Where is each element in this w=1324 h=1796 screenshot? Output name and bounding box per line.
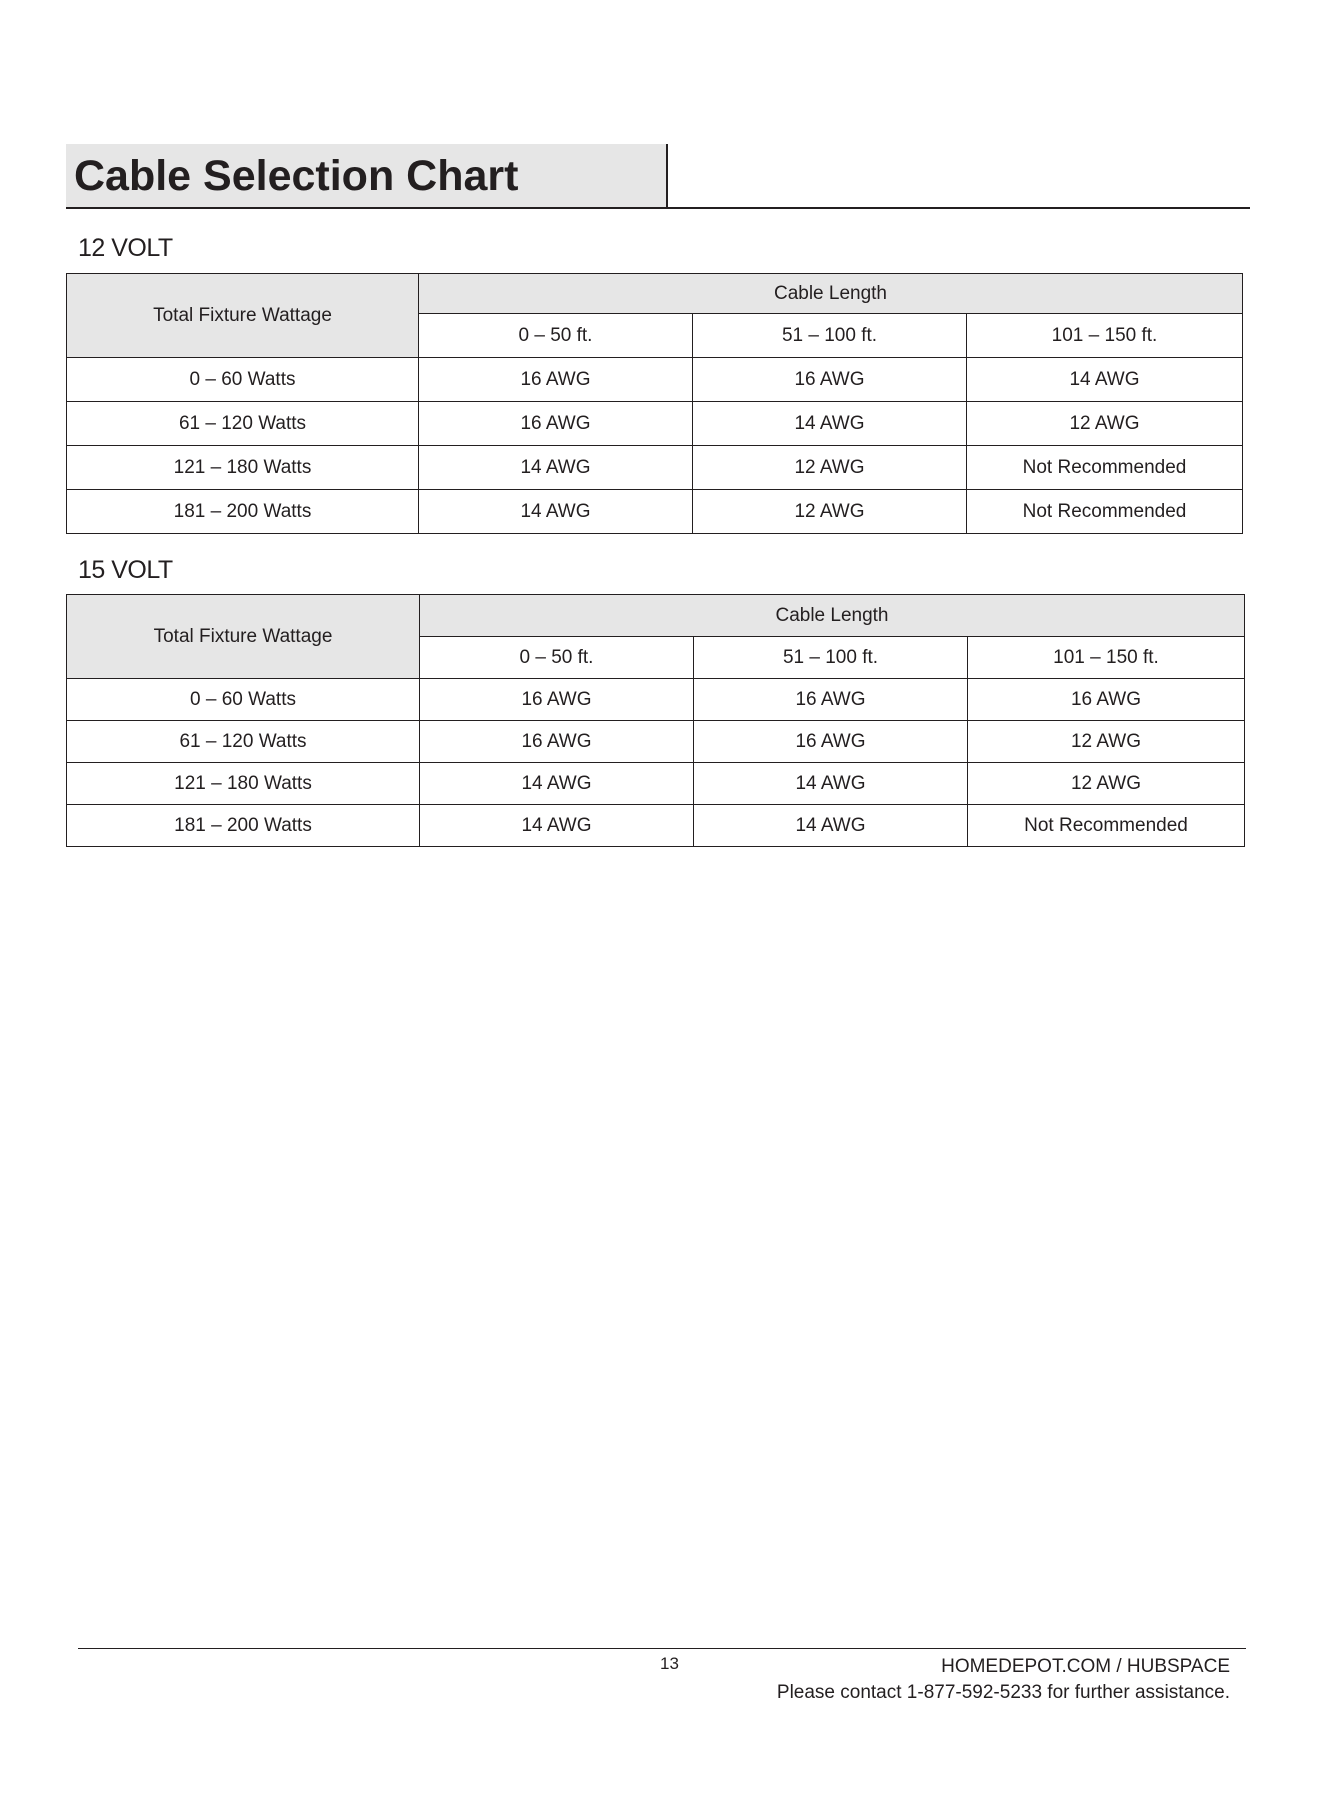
length-column-header: 51 – 100 ft. <box>694 637 968 679</box>
cable-length-header: Cable Length <box>419 274 1243 314</box>
gauge-cell: 16 AWG <box>420 721 694 763</box>
length-column-header: 0 – 50 ft. <box>420 637 694 679</box>
section-heading-15-volt: 15 VOLT <box>78 556 173 584</box>
table-row <box>67 446 1243 490</box>
gauge-cell: 16 AWG <box>419 358 693 402</box>
length-column-header: 51 – 100 ft. <box>693 314 967 358</box>
cable-table-15-volt <box>66 594 1245 847</box>
gauge-cell: 16 AWG <box>694 721 968 763</box>
footer-divider <box>78 1648 1246 1649</box>
footer-site-link[interactable]: HOMEDEPOT.COM / HUBSPACE <box>941 1656 1230 1677</box>
gauge-cell: 14 AWG <box>693 402 967 446</box>
cable-length-header: Cable Length <box>420 595 1245 637</box>
table-row <box>67 358 1243 402</box>
wattage-cell: 181 – 200 Watts <box>67 805 420 847</box>
wattage-header: Total Fixture Wattage <box>67 595 420 679</box>
gauge-cell: 14 AWG <box>419 490 693 534</box>
gauge-cell: 16 AWG <box>968 679 1245 721</box>
gauge-cell: 12 AWG <box>967 402 1243 446</box>
gauge-cell: 16 AWG <box>419 402 693 446</box>
wattage-cell: 181 – 200 Watts <box>67 490 419 534</box>
table-row <box>67 763 1245 805</box>
wattage-cell: 121 – 180 Watts <box>67 763 420 805</box>
gauge-cell: Not Recommended <box>967 490 1243 534</box>
wattage-header: Total Fixture Wattage <box>67 274 419 358</box>
page-title: Cable Selection Chart <box>74 152 519 200</box>
table-row <box>67 721 1245 763</box>
gauge-cell: 14 AWG <box>420 763 694 805</box>
title-bar <box>66 144 666 207</box>
table-row <box>67 402 1243 446</box>
wattage-cell: 61 – 120 Watts <box>67 402 419 446</box>
footer-contact-text: Please contact 1-877-592-5233 for further assistance. <box>776 1682 1230 1703</box>
gauge-cell: 14 AWG <box>419 446 693 490</box>
length-column-header: 0 – 50 ft. <box>419 314 693 358</box>
wattage-cell: 0 – 60 Watts <box>67 679 420 721</box>
gauge-cell: 12 AWG <box>968 763 1245 805</box>
title-divider-horizontal <box>66 207 1250 209</box>
table-header-row <box>67 595 1245 637</box>
gauge-cell: 14 AWG <box>694 763 968 805</box>
gauge-cell: Not Recommended <box>967 446 1243 490</box>
gauge-cell: 12 AWG <box>693 490 967 534</box>
page-number: 13 <box>660 1654 679 1673</box>
wattage-cell: 0 – 60 Watts <box>67 358 419 402</box>
wattage-cell: 61 – 120 Watts <box>67 721 420 763</box>
gauge-cell: 14 AWG <box>694 805 968 847</box>
table-header-row <box>67 274 1243 314</box>
gauge-cell: 16 AWG <box>693 358 967 402</box>
gauge-cell: 12 AWG <box>968 721 1245 763</box>
table-row <box>67 805 1245 847</box>
gauge-cell: Not Recommended <box>968 805 1245 847</box>
gauge-cell: 16 AWG <box>420 679 694 721</box>
gauge-cell: 14 AWG <box>420 805 694 847</box>
title-divider-vertical <box>666 144 668 207</box>
gauge-cell: 16 AWG <box>694 679 968 721</box>
table-row <box>67 679 1245 721</box>
length-column-header: 101 – 150 ft. <box>967 314 1243 358</box>
section-heading-12-volt: 12 VOLT <box>78 234 173 262</box>
length-column-header: 101 – 150 ft. <box>968 637 1245 679</box>
gauge-cell: 14 AWG <box>967 358 1243 402</box>
table-row <box>67 490 1243 534</box>
cable-table-12-volt <box>66 273 1243 534</box>
wattage-cell: 121 – 180 Watts <box>67 446 419 490</box>
gauge-cell: 12 AWG <box>693 446 967 490</box>
